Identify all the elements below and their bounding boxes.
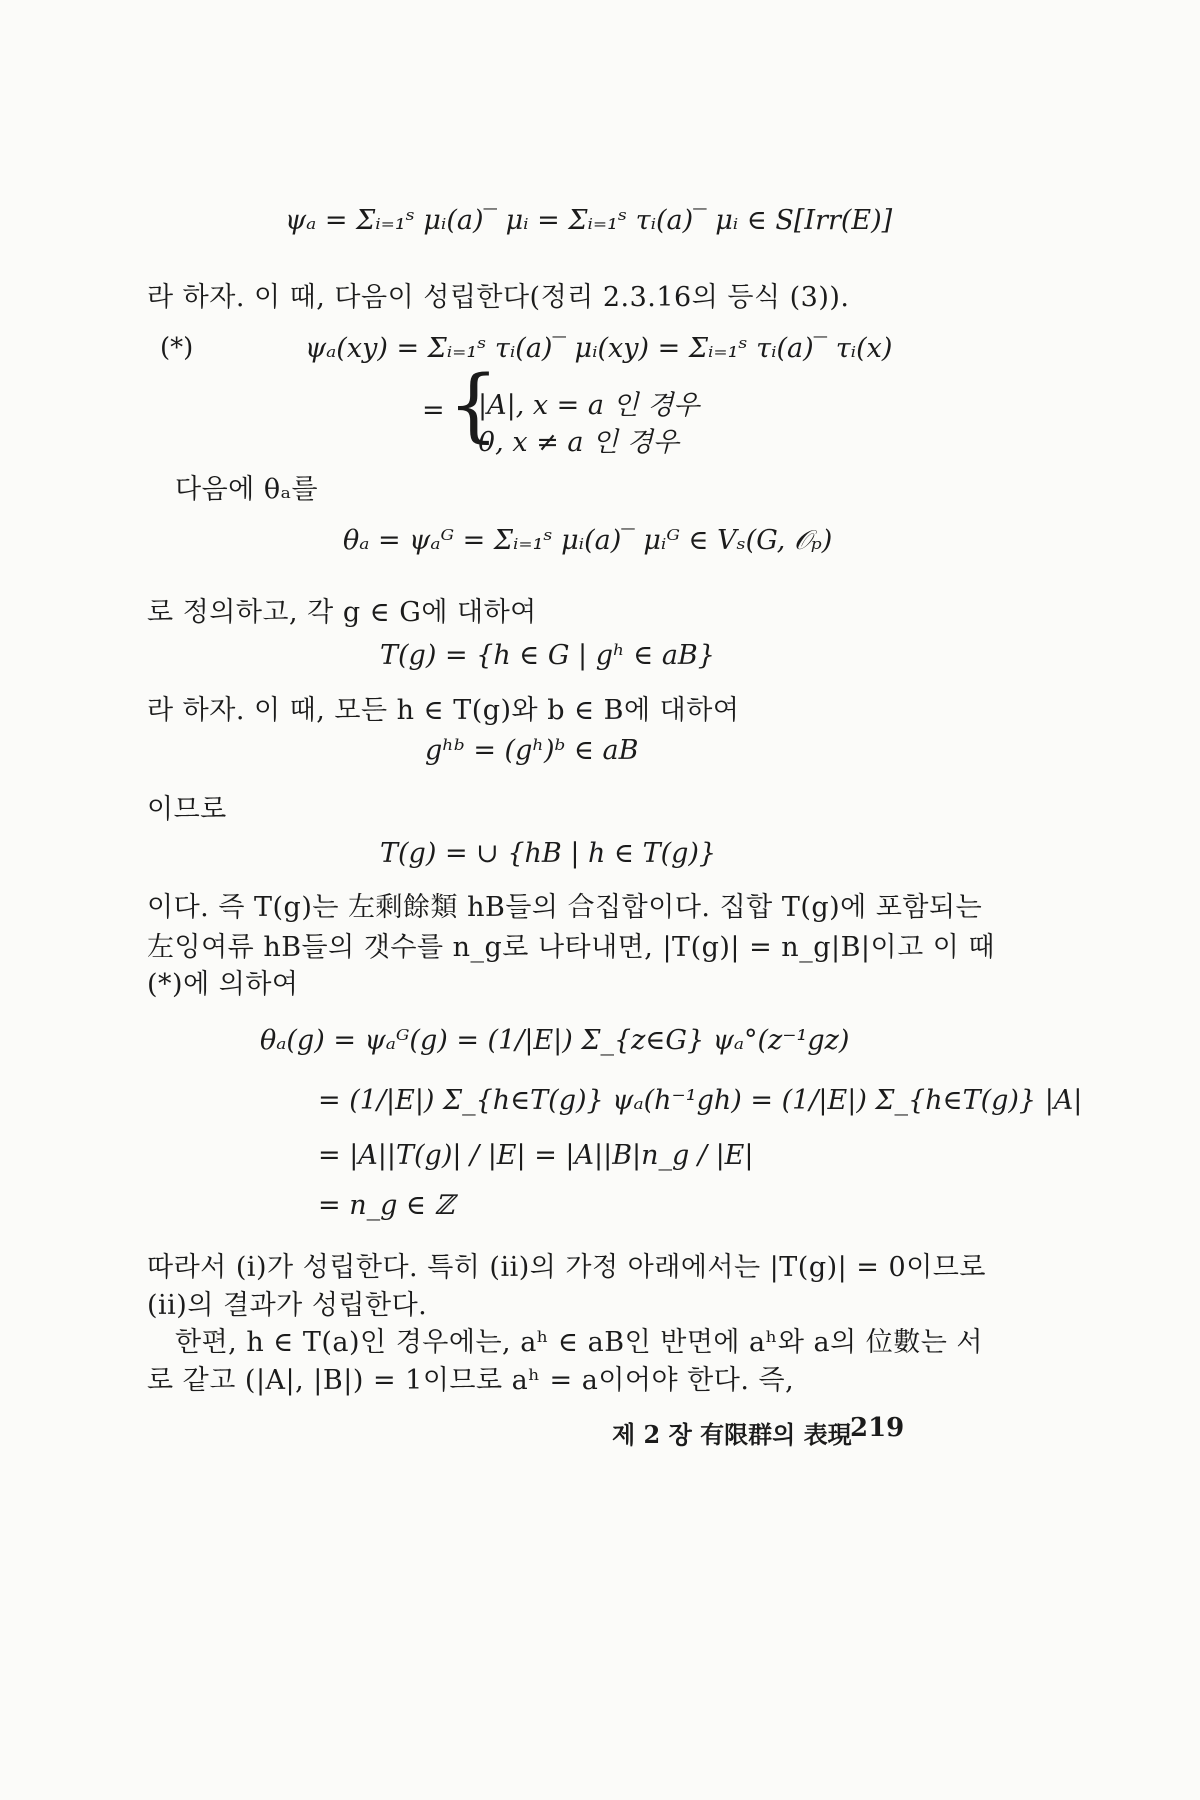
paragraph-text: 로 정의하고, 각 g ∈ G에 대하여 bbox=[147, 597, 537, 628]
paragraph-text: 다음에 θₐ를 bbox=[175, 474, 319, 505]
equation-T-definition: T(g) = {h ∈ G | gʰ ∈ aB} bbox=[380, 640, 715, 671]
paragraph-text: 左잉여류 hB들의 갯수를 n_g로 나타내면, |T(g)| = n_g|B|이고 이 때 bbox=[147, 932, 996, 963]
equation-g-hb: gʰᵇ = (gʰ)ᵇ ∈ aB bbox=[425, 735, 639, 766]
equation-T-union: T(g) = ∪ {hB | h ∈ T(g)} bbox=[380, 838, 717, 869]
equation-star-case2: 0, x ≠ a 인 경우 bbox=[478, 427, 679, 458]
equation-star-line1: ψₐ(xy) = Σᵢ₌₁ˢ τᵢ(a)‾ μᵢ(xy) = Σᵢ₌₁ˢ τᵢ(a)‾ τᵢ(x) bbox=[305, 333, 893, 364]
equation-theta-definition: θₐ = ψₐᴳ = Σᵢ₌₁ˢ μᵢ(a)‾ μᵢᴳ ∈ Vₛ(G, 𝒪ₚ) bbox=[343, 525, 833, 556]
equation-theta-line1: θₐ(g) = ψₐᴳ(g) = (1/|E|) Σ_{z∈G} ψₐ°(z⁻¹gz) bbox=[260, 1025, 850, 1056]
equation-star-case1: |A|, x = a 인 경우 bbox=[478, 390, 700, 421]
paragraph-text: (ii)의 결과가 성립한다. bbox=[147, 1290, 428, 1321]
paragraph-text: 라 하자. 이 때, 다음이 성립한다(정리 2.3.16의 등식 (3)). bbox=[147, 282, 850, 313]
paragraph-text: (*)에 의하여 bbox=[147, 969, 299, 1000]
paragraph-text: 라 하자. 이 때, 모든 h ∈ T(g)와 b ∈ B에 대하여 bbox=[147, 695, 740, 726]
paragraph-text: 한편, h ∈ T(a)인 경우에는, aʰ ∈ aB인 반면에 aʰ와 a의 位數는 서 bbox=[175, 1327, 984, 1358]
paragraph-text: 이므로 bbox=[147, 794, 227, 825]
page-number: 219 bbox=[850, 1413, 905, 1443]
equation-label-star: (*) bbox=[160, 333, 194, 363]
running-head: 제 2 장 有限群의 表現 bbox=[612, 1420, 852, 1449]
paragraph-text: 로 같고 (|A|, |B|) = 1이므로 aʰ = a이어야 한다. 즉, bbox=[147, 1365, 795, 1396]
equation-star-equals: = bbox=[422, 395, 445, 426]
equation-theta-line4: = n_g ∈ ℤ bbox=[318, 1190, 455, 1221]
equation-theta-line3: = |A||T(g)| / |E| = |A||B|n_g / |E| bbox=[318, 1140, 754, 1171]
equation-psi-definition: ψₐ = Σᵢ₌₁ˢ μᵢ(a)‾ μᵢ = Σᵢ₌₁ˢ τᵢ(a)‾ μᵢ ∈ S[Irr(E)] bbox=[285, 205, 893, 236]
paragraph-text: 이다. 즉 T(g)는 左剩餘類 hB들의 合집합이다. 집합 T(g)에 포함되는 bbox=[147, 892, 983, 923]
cases-brace: { bbox=[448, 358, 499, 451]
paragraph-text: 따라서 (i)가 성립한다. 특히 (ii)의 가정 아래에서는 |T(g)| = 0이므로 bbox=[147, 1252, 986, 1283]
equation-theta-line2: = (1/|E|) Σ_{h∈T(g)} ψₐ(h⁻¹gh) = (1/|E|) Σ_{h∈T(g)} |A| bbox=[318, 1085, 1083, 1116]
